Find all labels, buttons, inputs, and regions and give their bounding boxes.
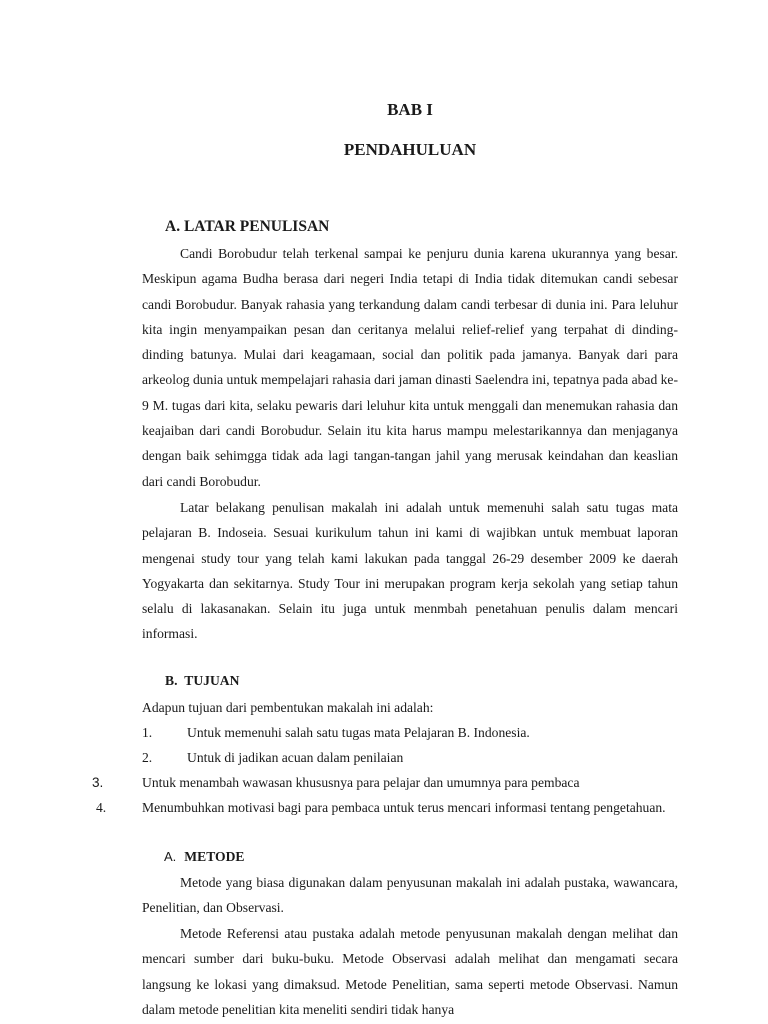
section-b-title (165, 673, 239, 689)
section-b-letter: B. (165, 673, 178, 688)
section-metode-paragraph-1: Metode yang biasa digunakan dalam penyusunan makalah ini adalah pustaka, wawancara, Penelitian, dan Observasi. (142, 875, 678, 916)
list-item-number: 2. (142, 750, 153, 765)
section-a-paragraph-1: Candi Borobudur telah terkenal sampai ke penjuru dunia karena ukurannya yang besar. Meskipun agama Budha berasa dari negeri India tetapi di India tidak ditemukan candi sebesar candi Borobudur. Banyak rahasia yang terkandung dalam candi terbesar di dunia ini. Para leluhur kita ingin menyampaikan pesan dan ceritanya melalui relief-relief yang terpahat di dinding-dinding batunya. Mulai dari keagamaan, social dan politik pada jamanya. Banyak dari para arkeolog dunia untuk mempelajari rahasia dari jaman dinasti Saelendra ini, tepatnya pada abad ke-9 M. tugas dari kita, selaku pewaris dari leluhur kita untuk menggali dan menemukan rahasia dan keajaiban dari candi Borobudur. Selain itu kita harus mampu melestarikannya dan menjaganya dengan baik sehimgga tidak ada lagi tangan-tangan jahil yang merusak keindahan dan keaslian dari candi Borobudur. (142, 246, 678, 489)
section-metode-title (164, 849, 244, 865)
list-item-text: Untuk di jadikan acuan dalam penilaian (187, 750, 404, 765)
section-metode-label: METODE (184, 849, 245, 864)
chapter-number: BAB I (387, 100, 433, 119)
section-metode-letter: A. (164, 849, 177, 864)
list-item-number: 1. (142, 725, 153, 740)
list-item-number: 4. (96, 800, 107, 815)
list-item-text: Untuk menambah wawasan khususnya para pelajar dan umumnya para pembaca (142, 775, 580, 790)
section-b-label: TUJUAN (184, 673, 240, 688)
chapter-title: PENDAHULUAN (343, 140, 477, 159)
section-a-title: A. LATAR PENULISAN (165, 218, 330, 235)
list-item-text: Untuk memenuhi salah satu tugas mata Pelajaran B. Indonesia. (187, 725, 530, 740)
section-b-intro: Adapun tujuan dari pembentukan makalah ini adalah: (142, 700, 434, 715)
section-metode-paragraph-2: Metode Referensi atau pustaka adalah metode penyusunan makalah dengan melihat dan mencari sumber dari buku-buku. Metode Observasi adalah melihat dan mengamati secara langsung ke lokasi yang dimaksud. Metode Penelitian, sama seperti metode Observasi. Namun dalam metode penelitian kita meneliti sendiri tidak hanya (142, 926, 678, 1017)
section-a-paragraph-2: Latar belakang penulisan makalah ini adalah untuk memenuhi salah satu tugas mata pelajaran B. Indoseia. Sesuai kurikulum tahun ini kami di wajibkan untuk membuat laporan mengenai study tour yang telah kami lakukan pada tanggal 26-29 desember 2009 ke daerah Yogyakarta dan sekitarnya. Study Tour ini merupakan program kerja sekolah yang setiap tahun selalu di lakasanakan. Selain itu juga untuk menmbah penetahuan penulis dalam mencari informasi. (142, 500, 678, 642)
list-item-number: 3. (92, 775, 104, 790)
list-item-text: Menumbuhkan motivasi bagi para pembaca untuk terus mencari informasi tentang pengetahuan. (142, 800, 666, 815)
